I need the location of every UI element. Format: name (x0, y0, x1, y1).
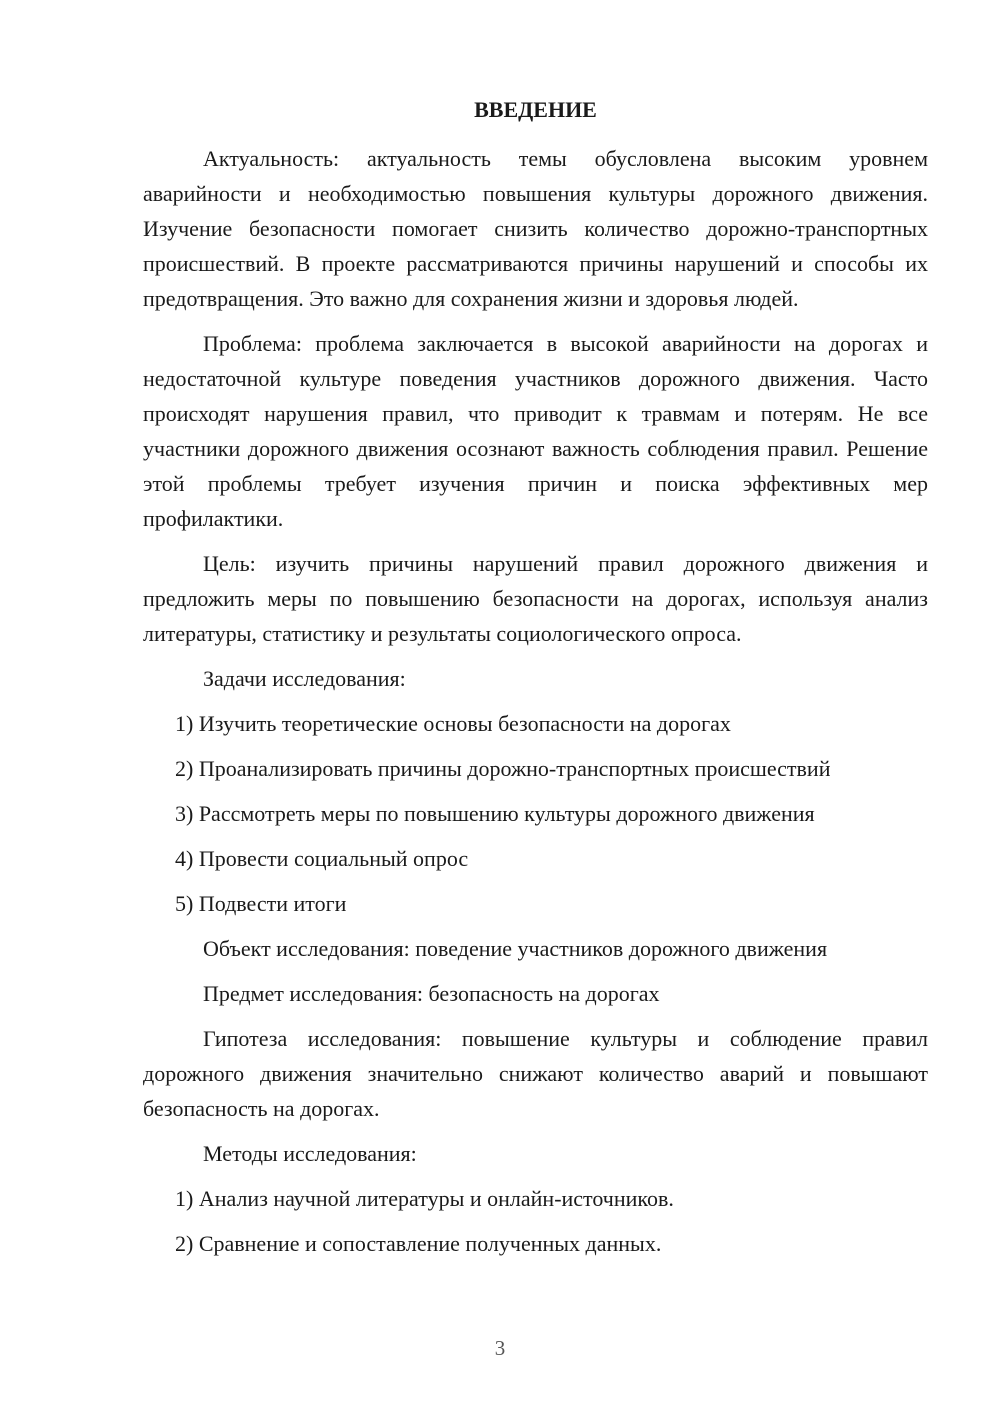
tasks-heading: Задачи исследования: (203, 666, 406, 691)
research-subject: Предмет исследования: безопасность на дорогах (203, 981, 660, 1006)
page-number: 3 (494, 1336, 506, 1360)
task-item: 3) Рассмотреть меры по повышению культуры дорожного движения (175, 801, 815, 826)
page-title: ВВЕДЕНИЕ (474, 97, 597, 122)
method-item: 1) Анализ научной литературы и онлайн-источников. (175, 1186, 674, 1211)
relevance-paragraph: Актуальность: актуальность темы обусловлена высоким уровнем аварийности и необходимостью повышения культуры дорожного движения. Изучение безопасности помогает снизить количество дорожно-транспортных происшествий. В проекте рассматриваются причины нарушений и способы их предотвращения. Это важно для сохранения жизни и здоровья людей. (143, 146, 928, 311)
problem-paragraph: Проблема: проблема заключается в высокой аварийности на дорогах и недостаточной культуре поведения участников дорожного движения. Часто происходят нарушения правил, что приводит к травмам и потерям. Не все участники дорожного движения осознают важность соблюдения правил. Решение этой проблемы требует изучения причин и поиска эффективных мер профилактики. (143, 331, 928, 531)
hypothesis-paragraph: Гипотеза исследования: повышение культуры и соблюдение правил дорожного движения значительно снижают количество аварий и повышают безопасность на дорогах. (143, 1026, 928, 1121)
methods-heading: Методы исследования: (203, 1141, 417, 1166)
task-item: 5) Подвести итоги (175, 891, 347, 916)
task-item: 4) Провести социальный опрос (175, 846, 469, 871)
page-content (143, 92, 928, 1271)
goal-paragraph: Цель: изучить причины нарушений правил дорожного движения и предложить меры по повышению безопасности на дорогах, используя анализ литературы, статистику и результаты социологического опроса. (143, 551, 928, 646)
research-object: Объект исследования: поведение участников дорожного движения (203, 936, 828, 961)
task-item: 2) Проанализировать причины дорожно-транспортных происшествий (175, 756, 831, 781)
method-item: 2) Сравнение и сопоставление полученных данных. (175, 1231, 662, 1256)
task-item: 1) Изучить теоретические основы безопасности на дорогах (175, 711, 731, 736)
